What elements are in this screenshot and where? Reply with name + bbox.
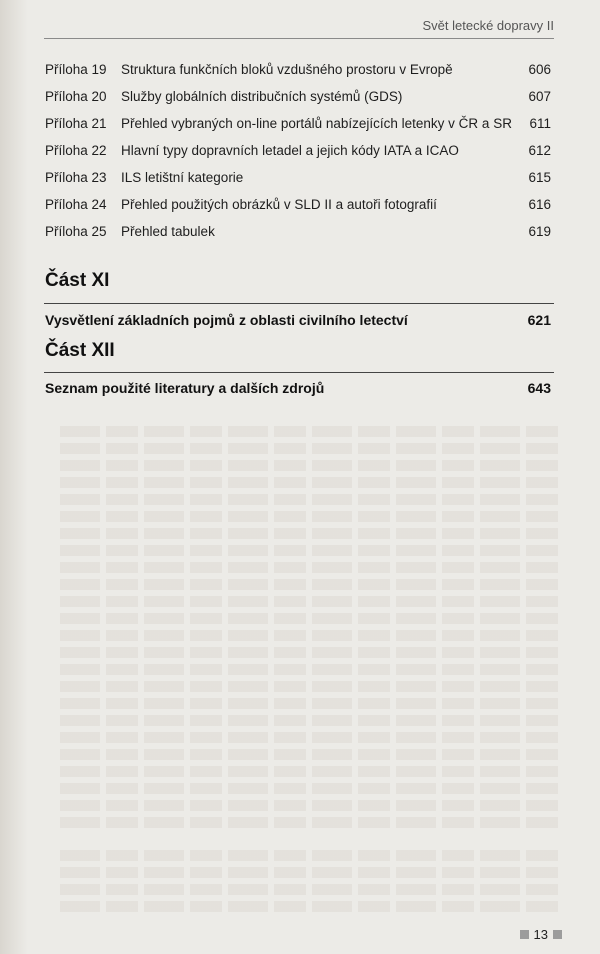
appendix-title: Hlavní typy dopravních letadel a jejich kódy IATA a ICAO [121,143,459,158]
toc-entry[interactable] [45,166,554,193]
part-heading: Část XII [45,340,115,361]
appendix-page: 606 [528,62,551,77]
appendix-title: Přehled tabulek [121,224,215,239]
show-through-text [60,420,560,918]
toc-entry[interactable] [45,193,554,220]
appendix-title: Služby globálních distribučních systémů (GDS) [121,89,403,104]
footer-square-icon [520,930,529,939]
appendix-page: 619 [528,224,551,239]
appendix-page: 611 [529,116,551,131]
part-heading: Část XI [45,270,110,291]
toc-chapter-entry[interactable] [45,312,551,328]
page-footer [520,927,562,942]
part-divider [44,372,554,373]
appendix-number: Příloha 25 [45,224,107,239]
part-divider [44,303,554,304]
appendix-number: Příloha 23 [45,170,107,185]
appendix-page: 616 [528,197,551,212]
page-binding-shadow [0,0,28,954]
toc-chapter-entry[interactable] [45,380,551,396]
appendix-number: Příloha 24 [45,197,107,212]
appendix-title: Přehled použitých obrázků v SLD II a autoři fotografií [121,197,437,212]
chapter-page: 643 [527,380,551,396]
appendix-number: Příloha 22 [45,143,107,158]
appendix-number: Příloha 20 [45,89,107,104]
chapter-page: 621 [527,312,551,328]
running-header-title: Svět letecké dopravy II [422,18,554,33]
appendix-page: 607 [528,89,551,104]
footer-square-icon [553,930,562,939]
toc-entry[interactable] [45,85,554,112]
appendix-page: 615 [528,170,551,185]
toc-entry[interactable] [45,112,554,139]
appendix-title: ILS letištní kategorie [121,170,244,185]
chapter-title: Seznam použité literatury a dalších zdrojů [45,380,325,396]
appendix-title: Přehled vybraných on-line portálů nabízejících letenky v ČR a SR [121,116,512,131]
chapter-title: Vysvětlení základních pojmů z oblasti civilního letectví [45,312,408,328]
appendix-number: Příloha 19 [45,62,107,77]
appendix-title: Struktura funkčních bloků vzdušného prostoru v Evropě [121,62,453,77]
toc-entry[interactable] [45,139,554,166]
appendix-number: Příloha 21 [45,116,107,131]
running-header [44,16,554,39]
page-number: 13 [533,927,548,942]
toc-entry[interactable] [45,220,554,247]
table-of-contents [45,58,554,247]
appendix-page: 612 [528,143,551,158]
toc-entry[interactable] [45,58,554,85]
